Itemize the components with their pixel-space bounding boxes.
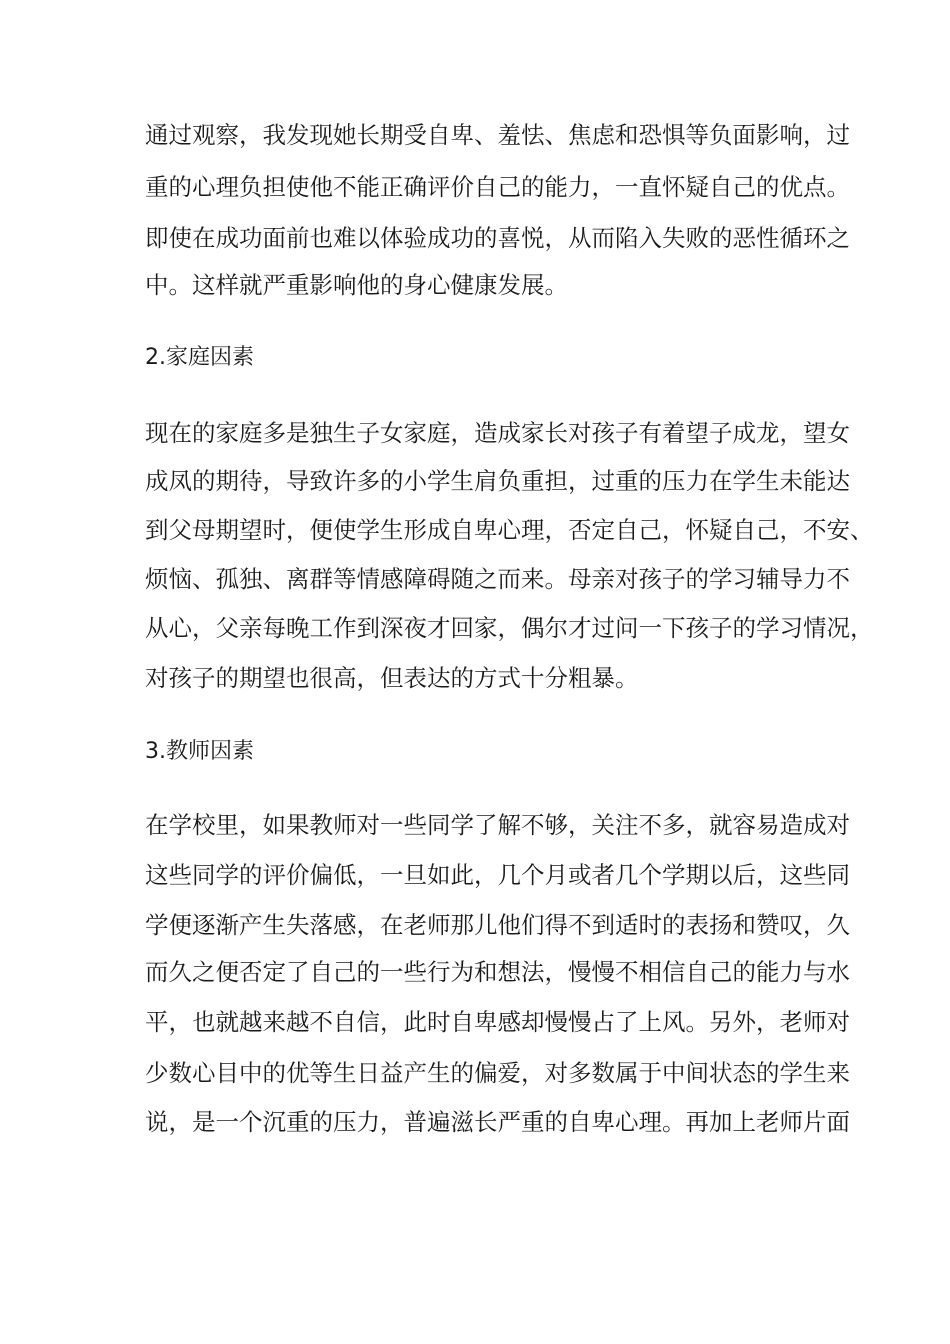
paragraph-3-line-3: 学便逐渐产生失落感，在老师那儿他们得不到适时的表扬和赞叹，久 bbox=[145, 911, 850, 939]
section-heading-teacher: 3.教师因素 bbox=[145, 739, 254, 764]
paragraph-3-line-5: 平，也就越来越不自信，此时自卑感却慢慢占了上风。另外，老师对 bbox=[145, 1008, 850, 1036]
paragraph-1-line-3: 即使在成功面前也难以体验成功的喜悦，从而陷入失败的恶性循环之 bbox=[145, 224, 850, 252]
paragraph-1-line-1: 通过观察，我发现她长期受自卑、羞怯、焦虑和恐惧等负面影响，过 bbox=[145, 121, 850, 149]
paragraph-2-line-6: 对孩子的期望也很高，但表达的方式十分粗暴。 bbox=[145, 664, 639, 692]
paragraph-3-line-1: 在学校里，如果教师对一些同学了解不够，关注不多，就容易造成对 bbox=[145, 811, 850, 839]
paragraph-3-line-6: 少数心目中的优等生日益产生的偏爱，对多数属于中间状态的学生来 bbox=[145, 1059, 850, 1087]
paragraph-1-line-2: 重的心理负担使他不能正确评价自己的能力，一直怀疑自己的优点。 bbox=[145, 173, 850, 201]
paragraph-3-line-7: 说，是一个沉重的压力，普遍滋长严重的自卑心理。再加上老师片面 bbox=[145, 1108, 850, 1136]
paragraph-2-line-4: 烦恼、孤独、离群等情感障碍随之而来。母亲对孩子的学习辅导力不 bbox=[145, 565, 850, 593]
paragraph-2-line-1: 现在的家庭多是独生子女家庭，造成家长对孩子有着望子成龙，望女 bbox=[145, 419, 850, 447]
paragraph-3-line-2: 这些同学的评价偏低，一旦如此，几个月或者几个学期以后，这些同 bbox=[145, 861, 850, 889]
section-heading-family: 2.家庭因素 bbox=[145, 345, 254, 370]
paragraph-2-line-2: 成凤的期待，导致许多的小学生肩负重担，过重的压力在学生未能达 bbox=[145, 467, 850, 495]
paragraph-1-line-4: 中。这样就严重影响他的身心健康发展。 bbox=[145, 271, 568, 299]
paragraph-3-line-4: 而久之便否定了自己的一些行为和想法，慢慢不相信自己的能力与水 bbox=[145, 958, 850, 986]
paragraph-2-line-5: 从心，父亲每晚工作到深夜才回家，偶尔才过问一下孩子的学习情况， bbox=[145, 614, 874, 642]
paragraph-2-line-3: 到父母期望时，便使学生形成自卑心理，否定自己，怀疑自己，不安、 bbox=[145, 516, 874, 544]
